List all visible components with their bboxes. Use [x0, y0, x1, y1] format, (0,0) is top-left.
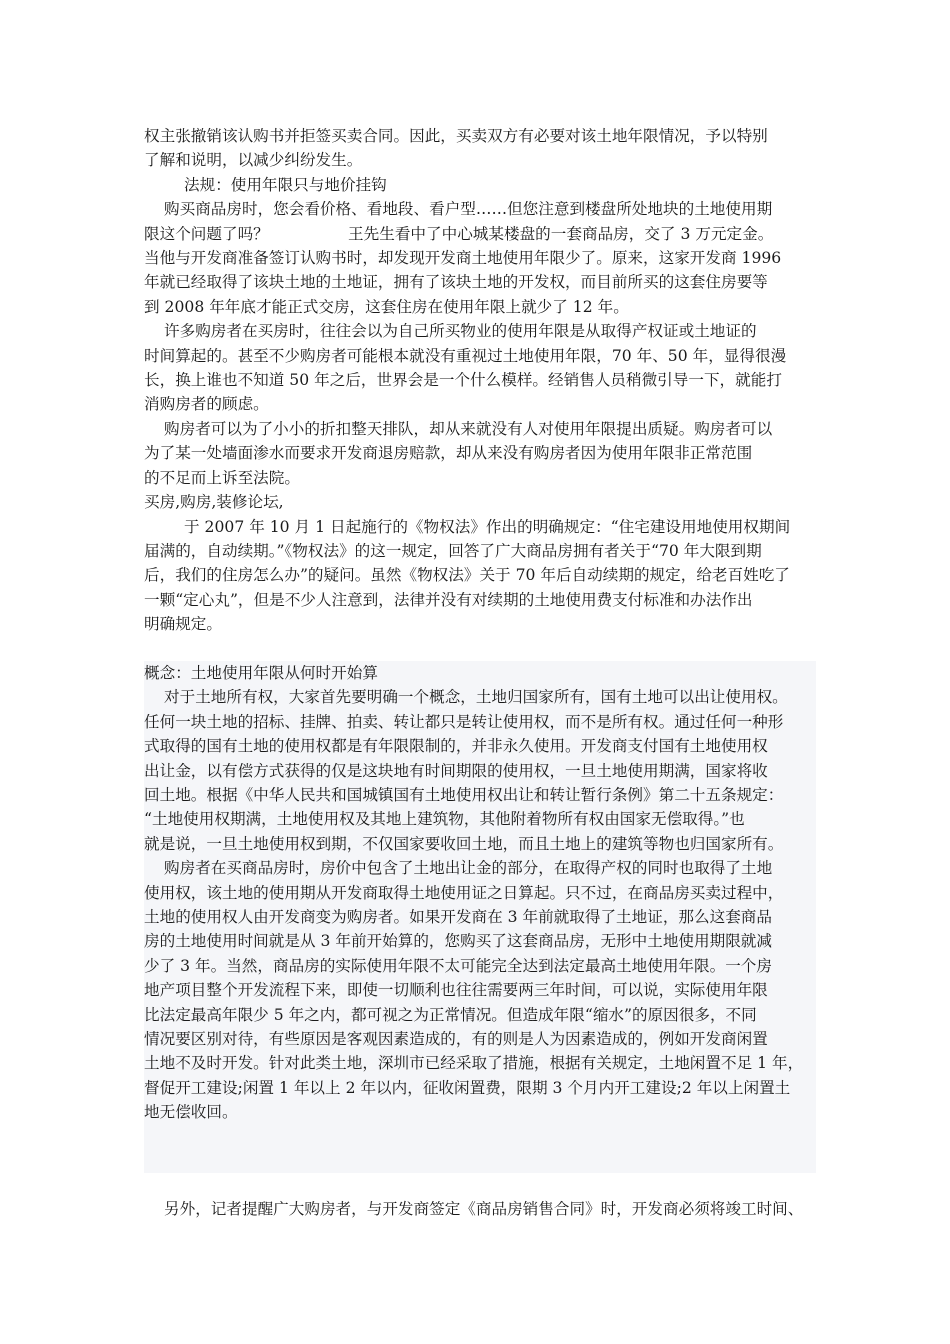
- text-line: 任何一块土地的招标、挂牌、拍卖、转让都只是转让使用权，而不是所有权。通过任何一种形: [144, 712, 784, 731]
- text-line: 督促开工建设;闲置 1 年以上 2 年以内，征收闲置费，限期 3 个月内开工建设;2 年以上闲置土: [144, 1078, 791, 1097]
- text-line: 式取得的国有土地的使用权都是有年限限制的，并非永久使用。开发商支付国有土地使用权: [144, 737, 768, 756]
- paragraph-gap: [144, 1173, 816, 1197]
- text-line: 地无偿收回。: [144, 1103, 238, 1122]
- text-line: 当他与开发商准备签订认购书时，却发现开发商土地使用年限少了。原来，这家开发商 1996: [144, 249, 782, 268]
- text-line: 届满的，自动续期。”《物权法》的这一规定，回答了广大商品房拥有者关于“70 年大限到期: [144, 541, 762, 560]
- text-line: 年就已经取得了该块土地的土地证，拥有了该块土地的开发权，而目前所买的这套住房要等: [144, 273, 768, 292]
- text-line: 到 2008 年年底才能正式交房，这套住房在使用年限上就少了 12 年。: [144, 297, 629, 316]
- section-one: [144, 124, 816, 637]
- text-line: 长，换上谁也不知道 50 年之后，世界会是一个什么模样。经销售人员稍微引导一下，就能打: [144, 371, 782, 390]
- text-line: 比法定最高年限少 5 年之内，都可视之为正常情况。但造成年限“缩水”的原因很多，不同: [144, 1005, 757, 1024]
- text-line: 一颗“定心丸”，但是不少人注意到，法律并没有对续期的土地使用费支付标准和办法作出: [144, 590, 753, 609]
- text-line: 限这个问题了吗？ 王先生看中了中心城某楼盘的一套商品房，交了 3 万元定金。: [144, 224, 774, 243]
- forum-tag-line: 买房,购房,装修论坛,: [144, 493, 284, 512]
- text-line: 土地不及时开发。针对此类土地，深圳市已经采取了措施，根据有关规定，土地闲置不足 1 年，: [144, 1054, 804, 1073]
- document-body: [144, 124, 816, 1221]
- text-line: 的不足而上诉至法院。: [144, 468, 300, 487]
- text-line: 回土地。根据《中华人民共和国城镇国有土地使用权出让和转让暂行条例》第二十五条规定：: [144, 785, 784, 804]
- text-line: 出让金，以有偿方式获得的仅是这块地有时间期限的使用权，一旦土地使用期满，国家将收: [144, 761, 768, 780]
- text-line: 情况要区别对待，有些原因是客观因素造成的，有的则是人为因素造成的，例如开发商闲置: [144, 1030, 768, 1049]
- text-line: 就是说，一旦土地使用权到期，不仅国家要收回土地，而且土地上的建筑等物也归国家所有。: [144, 834, 784, 853]
- text-line: 购买商品房时，您会看价格、看地段、看户型……但您注意到楼盘所处地块的土地使用期: [164, 200, 773, 219]
- section-two: [144, 661, 816, 1173]
- text-line: 许多购房者在买房时，往往会以为自己所买物业的使用年限是从取得产权证或土地证的: [164, 322, 757, 341]
- section-three: [144, 1197, 816, 1221]
- text-line: 地产项目整个开发流程下来，即使一切顺利也往往需要两三年时间，可以说，实际使用年限: [144, 981, 768, 1000]
- text-line: “土地使用权期满，土地使用权及其地上建筑物，其他附着物所有权由国家无偿取得。”也: [144, 810, 745, 829]
- text-line: 对于土地所有权，大家首先要明确一个概念，土地归国家所有，国有土地可以出让使用权。: [164, 688, 788, 707]
- text-line: 消购房者的顾虑。: [144, 395, 269, 414]
- text-line: 为了某一处墙面渗水而要求开发商退房赔款，却从来没有购房者因为使用年限非正常范围: [144, 444, 753, 463]
- section-heading-concept: 概念：土地使用年限从何时开始算: [144, 663, 378, 682]
- section-heading-regulation: 法规：使用年限只与地价挂钩: [184, 175, 387, 194]
- paragraph-gap: [144, 1125, 816, 1173]
- text-line: 另外，记者提醒广大购房者，与开发商签定《商品房销售合同》时，开发商必须将竣工时间、: [164, 1200, 804, 1219]
- text-line: 房的土地使用时间就是从 3 年前开始算的，您购买了这套商品房，无形中土地使用期限就减: [144, 932, 772, 951]
- text-line: 土地的使用权人由开发商变为购房者。如果开发商在 3 年前就取得了土地证，那么这套商品: [144, 907, 772, 926]
- text-line: 了解和说明，以减少纠纷发生。: [144, 151, 363, 170]
- paragraph-gap: [144, 637, 816, 661]
- text-line: 少了 3 年。当然，商品房的实际使用年限不太可能完全达到法定最高土地使用年限。一个房: [144, 956, 772, 975]
- text-line: 权主张撤销该认购书并拒签买卖合同。因此，买卖双方有必要对该土地年限情况，予以特别: [144, 127, 768, 145]
- text-line: 时间算起的。甚至不少购房者可能根本就没有重视过土地使用年限，70 年、50 年，显得很漫: [144, 346, 787, 365]
- text-line: 购房者可以为了小小的折扣整天排队，却从来就没有人对使用年限提出质疑。购房者可以: [164, 419, 773, 438]
- text-line: 后，我们的住房怎么办”的疑问。虽然《物权法》关于 70 年后自动续期的规定，给老百姓吃了: [144, 566, 790, 585]
- text-line: 明确规定。: [144, 615, 222, 634]
- text-line: 使用权，该土地的使用期从开发商取得土地使用证之日算起。只不过，在商品房买卖过程中，: [144, 883, 784, 902]
- text-line: 购房者在买商品房时，房价中包含了土地出让金的部分，在取得产权的同时也取得了土地: [164, 859, 773, 878]
- text-line: 于 2007 年 10 月 1 日起施行的《物权法》作出的明确规定：“住宅建设用地使用权期间: [184, 517, 791, 536]
